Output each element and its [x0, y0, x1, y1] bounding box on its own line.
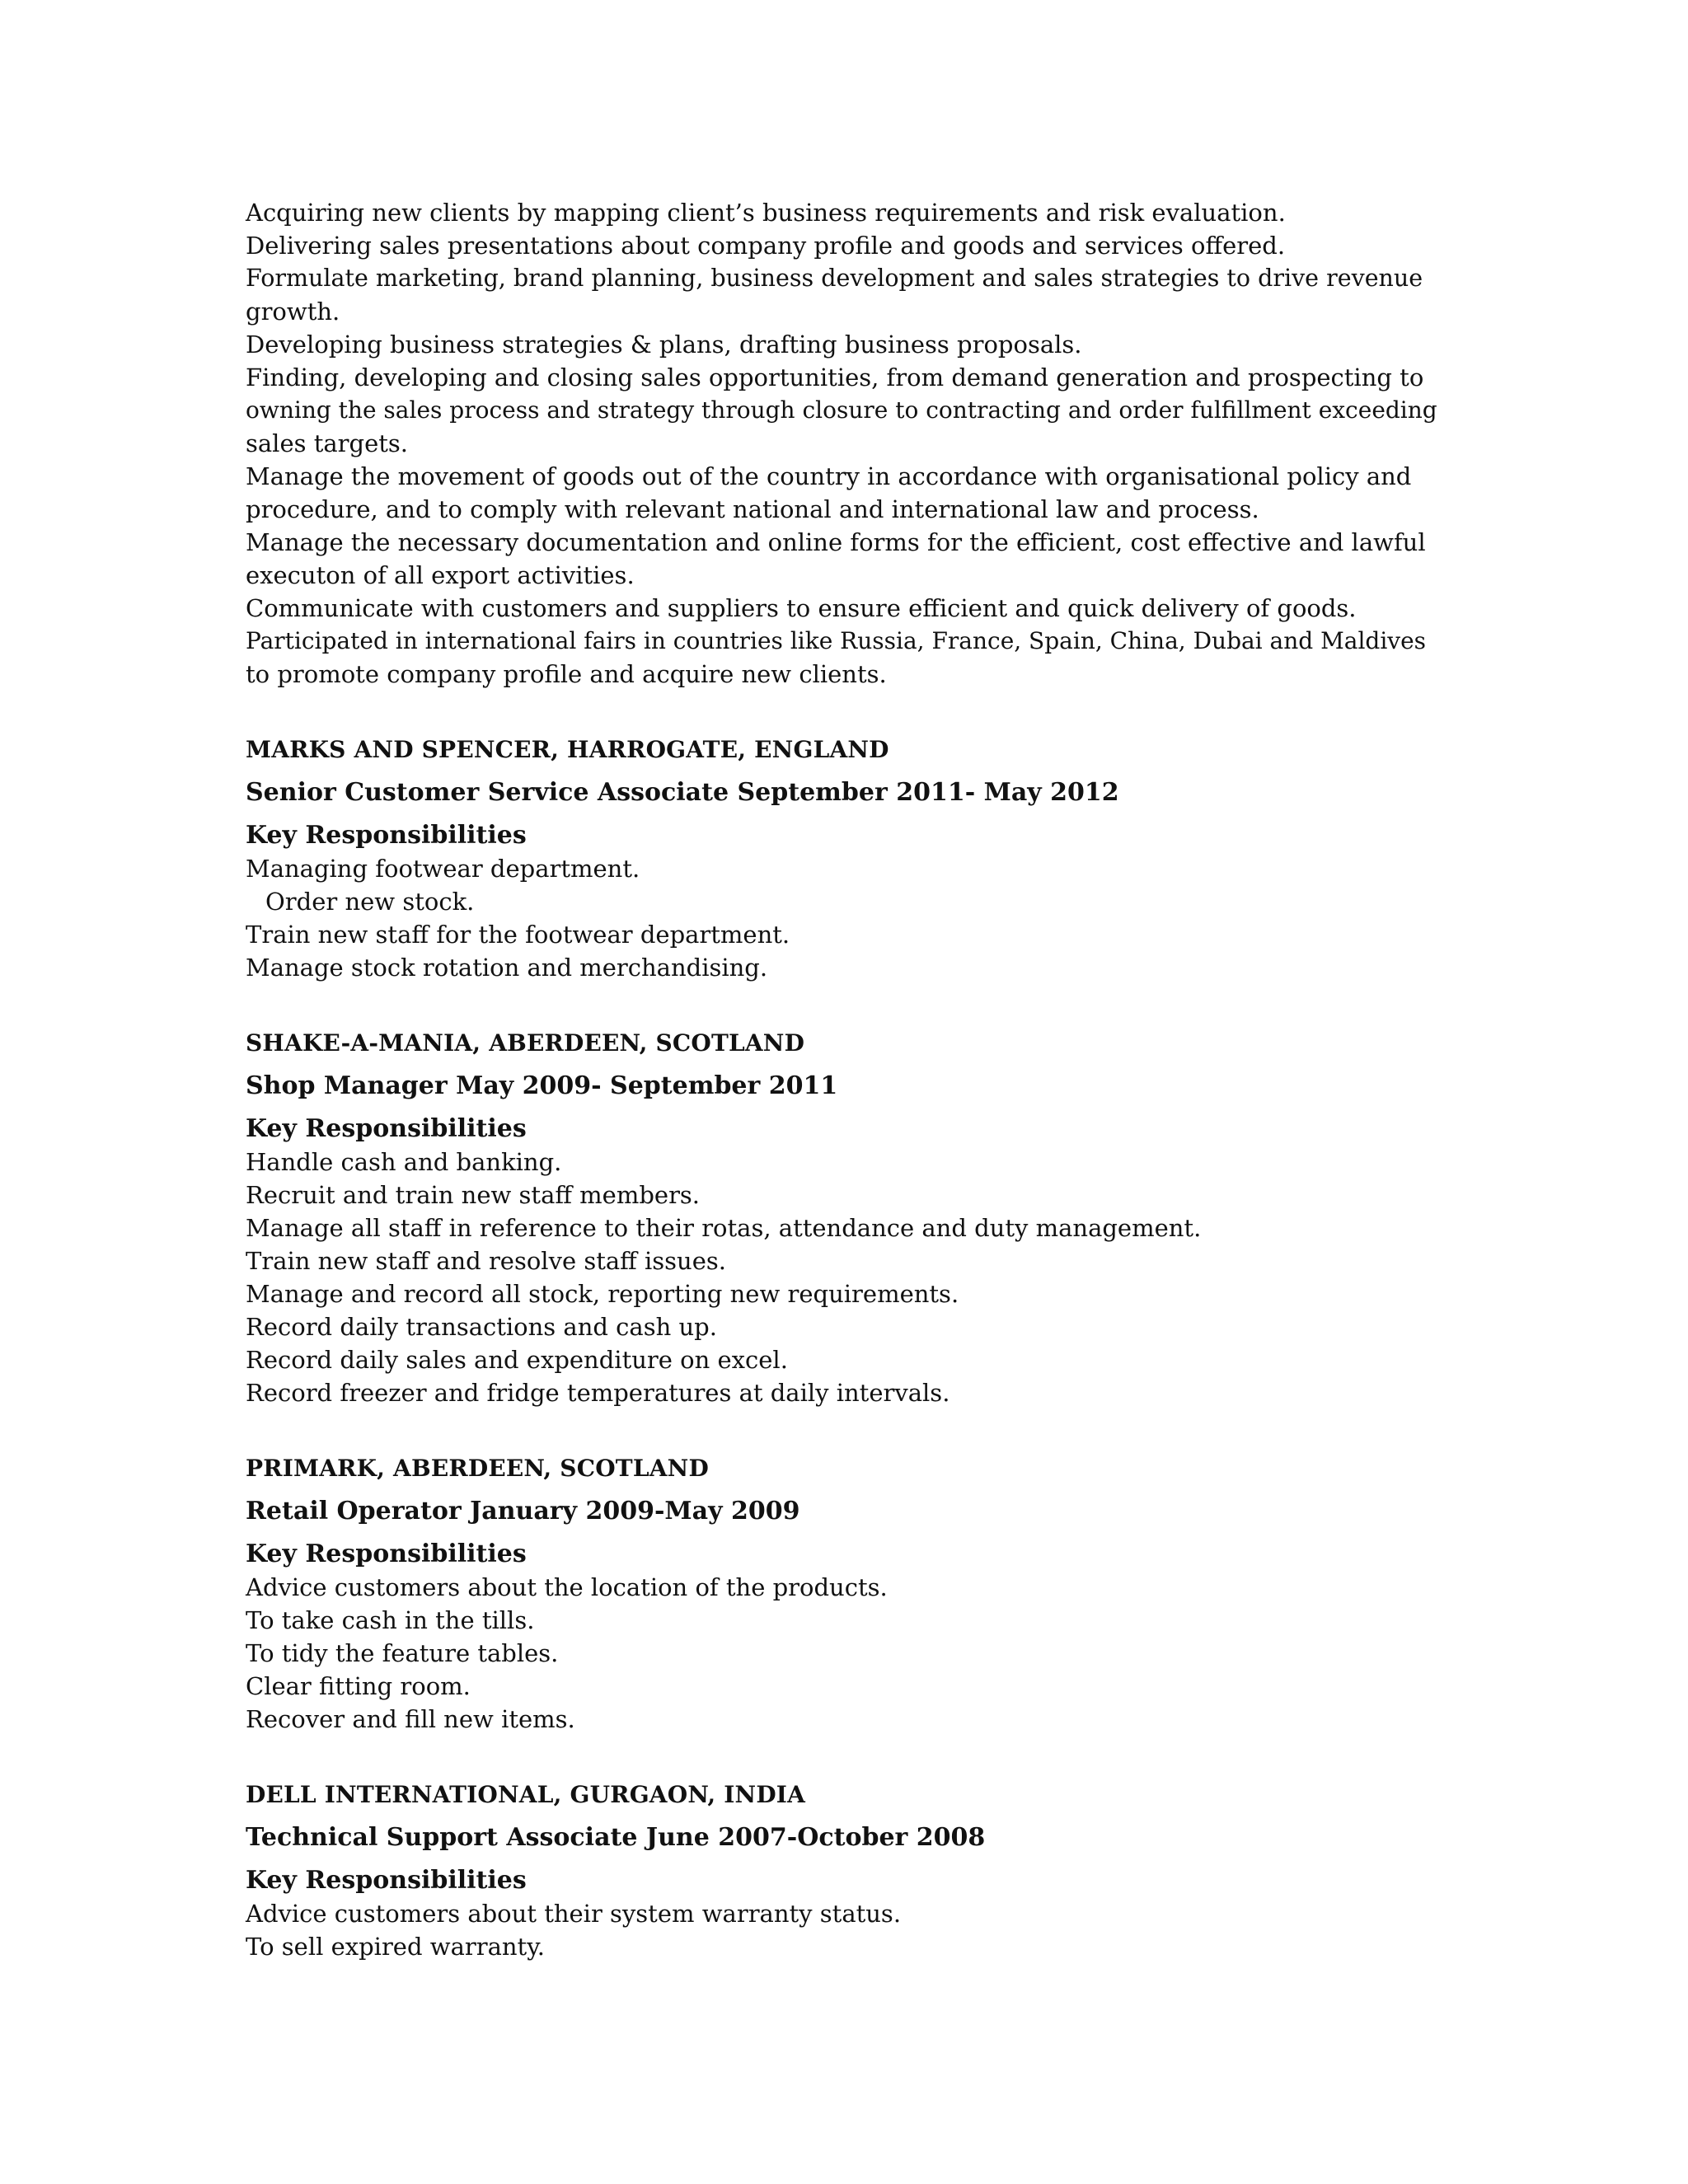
- responsibility-item: Manage and record all stock, reporting new requirements.: [246, 1280, 959, 1308]
- job-title: Shop Manager May 2009- September 2011: [246, 1071, 838, 1100]
- text-line: to promote company profile and acquire new clients.: [246, 660, 887, 688]
- key-responsibilities-heading: Key Responsibilities: [246, 1540, 527, 1568]
- key-responsibilities-heading: Key Responsibilities: [246, 1866, 527, 1895]
- text-line: Participated in international fairs in countries like Russia, France, Spain, China, Dubai and Maldives: [246, 627, 1427, 654]
- responsibility-item: Record daily transactions and cash up.: [246, 1313, 717, 1341]
- responsibility-item: Train new staff and resolve staff issues.: [246, 1247, 726, 1275]
- key-responsibilities-heading: Key Responsibilities: [246, 821, 527, 850]
- responsibility-item: Managing footwear department.: [246, 855, 640, 883]
- job-title: Senior Customer Service Associate September 2011- May 2012: [246, 778, 1119, 807]
- text-line: sales targets.: [246, 429, 408, 457]
- text-line: Developing business strategies & plans, drafting business proposals.: [246, 330, 1082, 359]
- responsibility-item: Order new stock.: [265, 888, 475, 916]
- responsibility-item: Advice customers about their system warranty status.: [246, 1900, 902, 1928]
- job-section-shake-a-mania: [246, 1027, 1441, 1409]
- responsibility-item: Recover and fill new items.: [246, 1705, 575, 1733]
- text-line: Delivering sales presentations about company profile and goods and services offered.: [246, 232, 1286, 260]
- responsibility-item: Record freezer and fridge temperatures at daily intervals.: [246, 1379, 950, 1407]
- job-title: Technical Support Associate June 2007-October 2008: [246, 1823, 986, 1852]
- text-line: Manage the necessary documentation and online forms for the efficient, cost effective and lawful: [246, 528, 1426, 556]
- job-section-marks-and-spencer: [246, 733, 1441, 984]
- responsibility-item: Advice customers about the location of the products.: [246, 1573, 888, 1601]
- resume-page: [246, 196, 1441, 1963]
- company-heading: SHAKE-A-MANIA, ABERDEEN, SCOTLAND: [246, 1029, 805, 1057]
- text-line: Formulate marketing, brand planning, business development and sales strategies to drive revenue: [246, 265, 1423, 292]
- responsibility-item: Handle cash and banking.: [246, 1148, 562, 1176]
- key-responsibilities-heading: Key Responsibilities: [246, 1114, 527, 1143]
- responsibility-item: Manage stock rotation and merchandising.: [246, 954, 768, 982]
- responsibility-item: Recruit and train new staff members.: [246, 1181, 701, 1209]
- job-title: Retail Operator January 2009-May 2009: [246, 1497, 800, 1526]
- responsibility-item: To sell expired warranty.: [246, 1933, 545, 1961]
- text-line: Finding, developing and closing sales opportunities, from demand generation and prospecting to: [246, 363, 1424, 391]
- responsibility-item: To take cash in the tills.: [246, 1606, 535, 1634]
- company-heading: MARKS AND SPENCER, HARROGATE, ENGLAND: [246, 736, 889, 763]
- text-line: Manage the movement of goods out of the country in accordance with organisational policy and: [246, 462, 1412, 490]
- responsibility-item: Record daily sales and expenditure on excel.: [246, 1346, 788, 1374]
- company-heading: DELL INTERNATIONAL, GURGAON, INDIA: [246, 1781, 806, 1808]
- text-line: executon of all export activities.: [246, 561, 635, 589]
- job-section-primark: [246, 1452, 1441, 1736]
- text-line: Communicate with customers and suppliers to ensure efficient and quick delivery of goods.: [246, 594, 1357, 622]
- text-line: owning the sales process and strategy through closure to contracting and order fulfillment exceeding: [246, 396, 1437, 424]
- intro-responsibilities: [246, 196, 1441, 691]
- responsibility-item: Manage all staff in reference to their rotas, attendance and duty management.: [246, 1214, 1202, 1242]
- text-line: procedure, and to comply with relevant national and international law and process.: [246, 495, 1259, 523]
- company-heading: PRIMARK, ABERDEEN, SCOTLAND: [246, 1455, 709, 1482]
- text-line: Acquiring new clients by mapping client’s business requirements and risk evaluation.: [246, 199, 1286, 227]
- responsibility-item: To tidy the feature tables.: [246, 1639, 559, 1667]
- job-section-dell-international: [246, 1779, 1441, 1963]
- text-line: growth.: [246, 298, 340, 326]
- responsibility-item: Clear fitting room.: [246, 1672, 471, 1700]
- responsibility-item: Train new staff for the footwear department.: [246, 921, 790, 949]
